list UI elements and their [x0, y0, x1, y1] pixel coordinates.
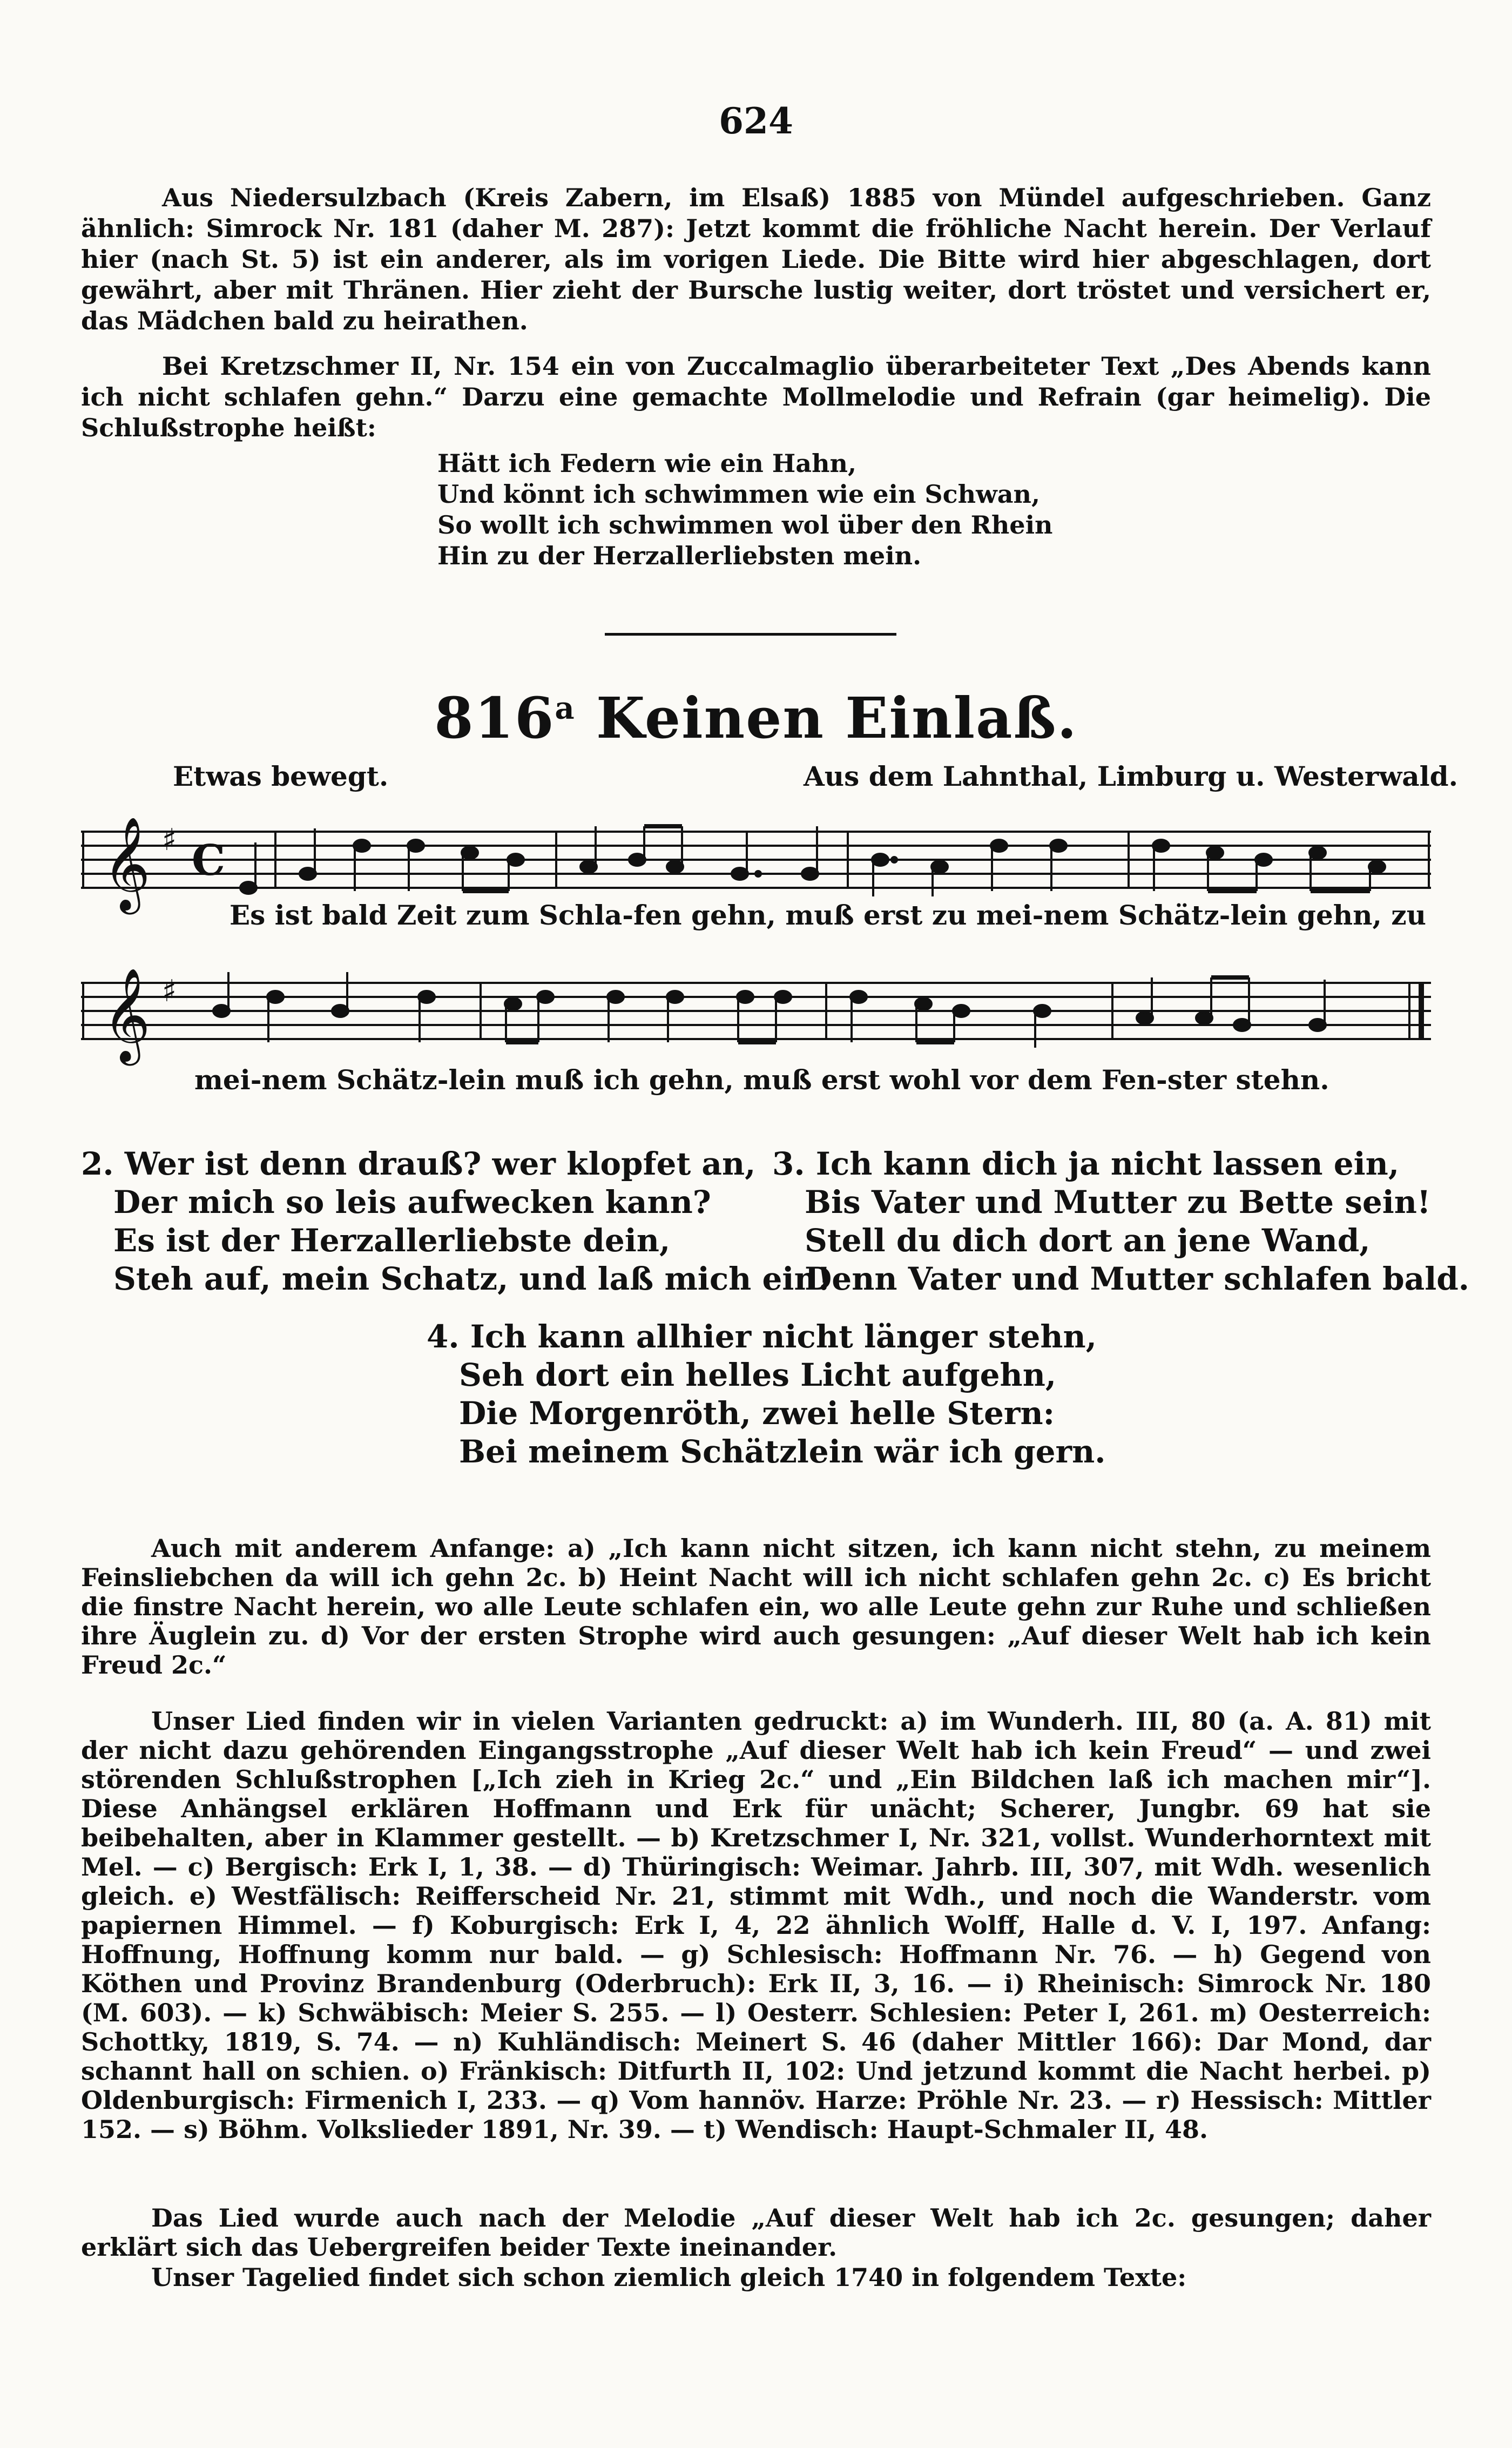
stanza-line: Bis Vater und Mutter zu Bette sein! [805, 1184, 1431, 1220]
stanza-line: 3. Ich kann dich ja nicht lassen ein, [772, 1145, 1400, 1182]
key-signature-sharp: ♯ [162, 822, 177, 858]
stanza-line: Steh auf, mein Schatz, und laß mich ein! [113, 1260, 831, 1297]
page-number: 624 [719, 100, 793, 142]
section-divider [605, 633, 896, 636]
stanza-line: Der mich so leis aufwecken kann? [113, 1184, 711, 1220]
verse-line: Hätt ich Federn wie ein Hahn, [437, 449, 856, 478]
music-staff-1 [81, 805, 1431, 913]
stanza-line: Denn Vater und Mutter schlafen bald. [805, 1260, 1469, 1297]
tempo-marking: Etwas bewegt. [173, 760, 389, 792]
notes-paragraph-1: Auch mit anderem Anfange: a) „Ich kann nicht sitzen, ich kann nicht stehn, zu meinem Feinsliebchen da will ich gehn 2c. b) Heint Nacht will ich nicht schlafen gehn 2c. c) Es bricht die finstre Nacht herein, wo alle Leute schlafen ein, wo alle Leute gehn zur Ruhe und schließen ihre Äuglein zu. d) Vor der ersten Strophe wird auch gesungen: „Auf dieser Welt hab ich kein Freud 2c.“ [81, 1534, 1431, 1680]
key-signature-sharp: ♯ [162, 974, 177, 1009]
intro-paragraph-1: Aus Niedersulzbach (Kreis Zabern, im Elsaß) 1885 von Mündel aufgeschrieben. Ganz ähnlich: Simrock Nr. 181 (daher M. 287): Jetzt kommt die fröhliche Nacht herein. Der Verlauf hier (nach St. 5) ist ein anderer, als im vorigen Liede. Die Bitte wird hier abgeschlagen, dort gewährt, aber mit Thränen. Hier zieht der Bursche lustig weiter, dort tröstet und versichert er, das Mädchen bald zu heirathen. [81, 183, 1431, 335]
verse-line: So wollt ich schwimmen wol über den Rhein [437, 510, 1053, 539]
time-signature-c: C [192, 836, 226, 885]
notes-paragraph-3: Das Lied wurde auch nach der Melodie „Auf dieser Welt hab ich 2c. gesungen; daher erklärt sich das Uebergreifen beider Texte ineinander. [81, 2203, 1431, 2262]
intro-verse [437, 448, 1053, 571]
stanza-line: Bei meinem Schätzlein wär ich gern. [459, 1433, 1106, 1470]
verse-line: Und könnt ich schwimmen wie ein Schwan, [437, 480, 1040, 509]
treble-clef-icon: 𝄞 [103, 968, 151, 1062]
music-staff-2 [81, 956, 1431, 1064]
stanza-2 [81, 1145, 831, 1298]
stanza-3 [772, 1145, 1469, 1298]
song-title [0, 685, 1512, 751]
song-number: 816 [434, 685, 555, 751]
verse-line: Hin zu der Herzallerliebsten mein. [437, 541, 922, 570]
notes-paragraph-4: Unser Tagelied findet sich schon ziemlich gleich 1740 in folgendem Texte: [151, 2263, 1187, 2292]
stanza-line: Die Morgenröth, zwei helle Stern: [459, 1395, 1055, 1432]
stanza-line: 4. Ich kann allhier nicht länger stehn, [427, 1318, 1097, 1355]
song-source: Aus dem Lahnthal, Limburg u. Westerwald. [804, 760, 1459, 792]
stanza-line: Es ist der Herzallerliebste dein, [113, 1222, 671, 1259]
song-title-text: Keinen Einlaß. [596, 685, 1078, 751]
lyrics-line-2: mei-nem Schätz-lein muß ich gehn, muß erst wohl vor dem Fen-ster stehn. [194, 1064, 1329, 1096]
lyrics-line-1: Es ist bald Zeit zum Schla-fen gehn, muß erst zu mei-nem Schätz-lein gehn, zu [230, 899, 1427, 931]
intro-paragraph-2: Bei Kretzschmer II, Nr. 154 ein von Zuccalmaglio überarbeiteter Text „Des Abends kann ich nicht schlafen gehn.“ Darzu eine gemachte Mollmelodie und Refrain (gar heimelig). Die Schlußstrophe heißt: [81, 352, 1431, 442]
treble-clef-icon: 𝄞 [103, 817, 151, 911]
stanza-line: Seh dort ein helles Licht aufgehn, [459, 1357, 1057, 1393]
stanza-4 [427, 1318, 1105, 1471]
stanza-line: 2. Wer ist denn drauß? wer klopfet an, [81, 1145, 756, 1182]
song-number-superscript: a [555, 690, 576, 726]
stanza-line: Stell du dich dort an jene Wand, [805, 1222, 1371, 1259]
notes-paragraph-2: Unser Lied finden wir in vielen Varianten gedruckt: a) im Wunderh. III, 80 (a. A. 81) mit der nicht dazu gehörenden Eingangsstrophe „Auf dieser Welt hab ich kein Freud“ — und zwei störenden Schlußstrophen [„Ich zieh in Krieg 2c.“ und „Ein Bildchen laß ich machen mir“]. Diese Anhängsel erklären Hoffmann und Erk für unächt; Scherer, Jungbr. 69 hat sie beibehalten, aber in Klammer gestellt. — b) Kretzschmer I, Nr. 321, vollst. Wunderhorntext mit Mel. — c) Bergisch: Erk I, 1, 38. — d) Thüringisch: Weimar. Jahrb. III, 307, mit Wdh. wesenlich gleich. e) Westfälisch: Reifferscheid Nr. 21, stimmt mit Wdh., und noch die Wanderstr. vom papiernen Himmel. — f) Koburgisch: Erk I, 4, 22 ähnlich Wolff, Halle d. V. I, 197. Anfang: Hoffnung, Hoffnung komm nur bald. — g) Schlesisch: Hoffmann Nr. 76. — h) Gegend von Köthen und Provinz Brandenburg (Oderbruch): Erk II, 3, 16. — i) Rheinisch: Simrock Nr. 180 (M. 603). — k) Schwäbisch: Meier S. 255. — l) Oesterr. Schlesien: Peter I, 261. m) Oesterreich: Schottky, 1819, S. 74. — n) Kuhländisch: Meinert S. 46 (daher Mittler 166): Dar Mond, dar schannt hall on schien. o) Fränkisch: Ditfurth II, 102: Und jetzund kommt die Nacht herbei. p) Oldenburgisch: Firmenich I, 233. — q) Vom hannöv. Harze: Pröhle Nr. 23. — r) Hessisch: Mittler 152. — s) Böhm. Volkslieder 1891, Nr. 39. — t) Wendisch: Haupt-Schmaler II, 48. [81, 1707, 1431, 2144]
